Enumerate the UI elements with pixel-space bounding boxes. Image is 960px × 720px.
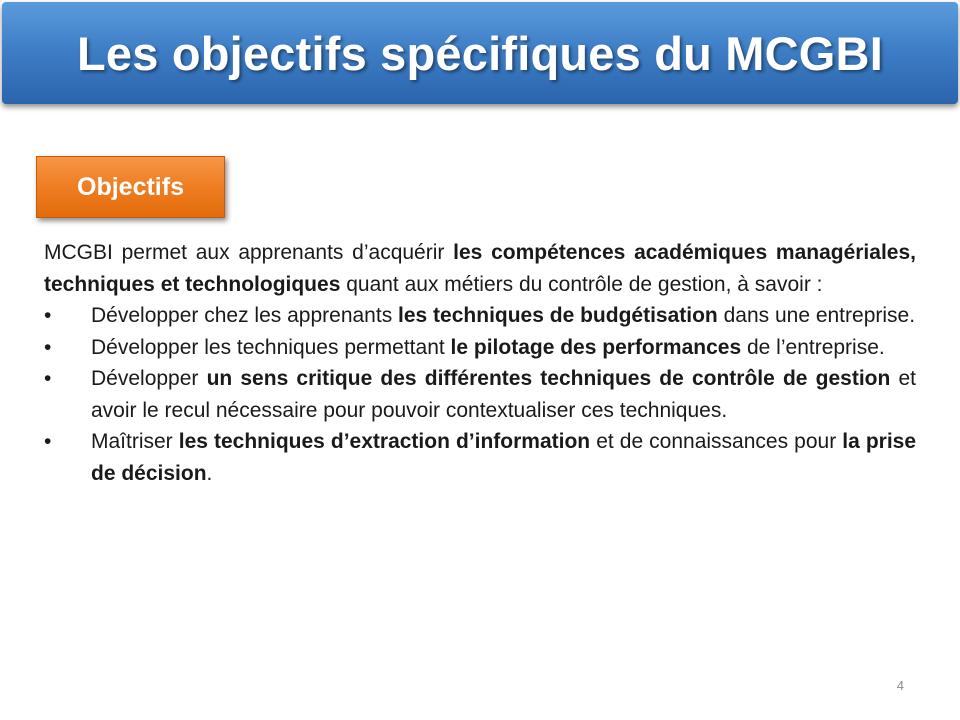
item-text-end: de l’entreprise. xyxy=(741,335,885,359)
slide-body xyxy=(44,237,916,489)
slide-title: Les objectifs spécifiques du MCGBI xyxy=(77,26,883,80)
item-bold: le pilotage des performances xyxy=(450,335,742,359)
objectifs-tag: Objectifs xyxy=(36,156,225,218)
item-bold: les techniques de budgétisation xyxy=(398,304,718,327)
item-text: Développer xyxy=(91,367,207,390)
bullet-icon: • xyxy=(44,367,52,390)
item-text: Développer chez les apprenants xyxy=(91,304,399,327)
bullet-icon: • xyxy=(44,335,52,359)
item-bold-2: la prise de décision xyxy=(91,430,917,485)
intro-paragraph xyxy=(44,237,916,300)
item-text: Maîtriser xyxy=(91,430,179,453)
objectives-list xyxy=(44,300,916,489)
item-bold: un sens critique des différentes techniques de contrôle de gestion xyxy=(206,367,891,390)
item-text-end: dans une entreprise. xyxy=(717,304,916,327)
intro-text: MCGBI permet aux apprenants d’acquérir xyxy=(44,241,454,264)
title-banner xyxy=(2,2,958,104)
item-text-mid: et de connaissances pour xyxy=(590,430,843,453)
intro-text-end: quant aux métiers du contrôle de gestion, à savoir : xyxy=(340,272,823,296)
page-number: 4 xyxy=(896,678,904,693)
bullet-icon: • xyxy=(44,430,52,453)
list-item xyxy=(44,332,916,364)
list-item xyxy=(44,426,916,489)
item-text-end: . xyxy=(206,461,213,485)
intro-bold: les compétences académiques managériales, techniques et technologiques xyxy=(44,241,916,296)
item-text-end: et avoir le recul nécessaire pour pouvoir contextualiser ces techniques. xyxy=(91,367,916,422)
bullet-icon: • xyxy=(44,304,52,327)
list-item xyxy=(44,300,916,332)
item-text: Développer les techniques permettant xyxy=(91,335,451,359)
list-item xyxy=(44,363,916,426)
item-bold: les techniques d’extraction d’information xyxy=(178,430,591,453)
